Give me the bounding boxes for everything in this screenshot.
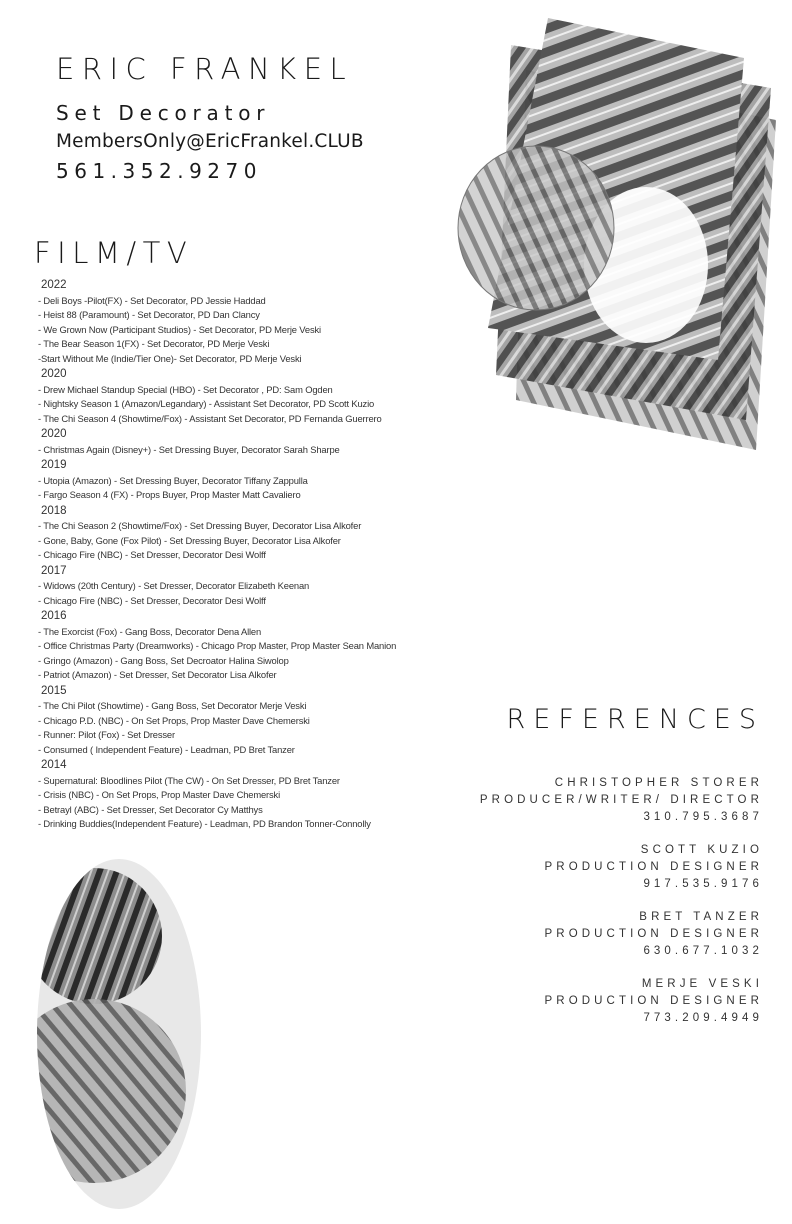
reference-entry bbox=[480, 976, 763, 1027]
credit-entry: - Supernatural: Bloodlines Pilot (The CW) - On Set Dresser, PD Bret Tanzer bbox=[38, 774, 340, 786]
credit-entry: - Heist 88 (Paramount) - Set Decorator, PD Dan Clancy bbox=[38, 309, 260, 320]
reference-name: MERJE VESKI bbox=[641, 978, 763, 990]
credit-entry: - Drew Michael Standup Special (HBO) - Set Decorator , PD: Sam Ogden bbox=[38, 383, 333, 395]
job-title: Set Decorator bbox=[56, 101, 271, 125]
references-heading: REFERENCES bbox=[506, 704, 764, 735]
filmtv-heading: FILM/TV bbox=[34, 236, 194, 270]
credit-year: 2020 bbox=[41, 368, 67, 380]
reference-name: CHRISTOPHER STORER bbox=[554, 777, 763, 789]
credit-entry: - Runner: Pilot (Fox) - Set Dresser bbox=[38, 729, 175, 740]
credit-entry: - The Bear Season 1(FX) - Set Decorator, PD Merje Veski bbox=[38, 338, 270, 349]
credit-entry: - Patriot (Amazon) - Set Dresser, Set Decorator Lisa Alkofer bbox=[38, 669, 277, 680]
credit-entry: - Crisis (NBC) - On Set Props, Prop Master Dave Chemerski bbox=[38, 789, 281, 800]
reference-entry bbox=[480, 842, 763, 893]
credit-entry: - Utopia (Amazon) - Set Dressing Buyer, Decorator Tiffany Zappulla bbox=[38, 474, 308, 486]
reference-entry bbox=[480, 775, 763, 826]
credit-entry: - Betrayl (ABC) - Set Dresser, Set Decorator Cy Matthys bbox=[38, 803, 263, 815]
credit-entry: - Nightsky Season 1 (Amazon/Legandary) - Assistant Set Decorator, PD Scott Kuzio bbox=[38, 398, 375, 409]
credit-entry: - The Chi Pilot (Showtime) - Gang Boss, Set Decorator Merje Veski bbox=[38, 700, 307, 711]
abstract-collage-art bbox=[456, 10, 792, 450]
reference-phone: 917.535.9176 bbox=[643, 878, 763, 890]
credit-year: 2015 bbox=[41, 684, 67, 697]
credit-entry: - Chicago P.D. (NBC) - On Set Props, Prop Master Dave Chemerski bbox=[38, 714, 310, 726]
email-text: MembersOnly@EricFrankel.CLUB bbox=[56, 131, 364, 152]
credit-entry: - Chicago Fire (NBC) - Set Dresser, Decorator Desi Wolff bbox=[38, 594, 266, 606]
credit-year: 2017 bbox=[41, 564, 67, 577]
reference-phone: 630.677.1032 bbox=[643, 945, 763, 957]
credit-year: 2019 bbox=[41, 459, 67, 471]
reference-role: PRODUCTION DESIGNER bbox=[544, 928, 763, 940]
resume-name: ERIC FRANKEL bbox=[56, 52, 354, 86]
credit-entry: - Consumed ( Independent Feature) - Leadman, PD Bret Tanzer bbox=[38, 743, 295, 755]
credit-entry: -Start Without Me (Indie/Tier One)- Set Decorator, PD Merje Veski bbox=[38, 352, 302, 364]
credit-entry: - Office Christmas Party (Dreamworks) - Chicago Prop Master, Prop Master Sean Manion bbox=[38, 640, 397, 651]
credit-entry: - Fargo Season 4 (FX) - Props Buyer, Prop Master Matt Cavaliero bbox=[38, 489, 301, 500]
credit-entry: - Gringo (Amazon) - Gang Boss, Set Decroator Halina Siwolop bbox=[38, 654, 289, 666]
credit-year: 2022 bbox=[41, 279, 67, 291]
credit-entry: - Deli Boys -Pilot(FX) - Set Decorator, PD Jessie Haddad bbox=[38, 294, 266, 306]
reference-role: PRODUCTION DESIGNER bbox=[544, 995, 763, 1007]
credit-year: 2018 bbox=[41, 504, 67, 517]
credit-entry: - Drinking Buddies(Independent Feature) - Leadman, PD Brandon Tonner-Connolly bbox=[38, 818, 371, 829]
reference-phone: 310.795.3687 bbox=[643, 811, 763, 823]
reference-role: PRODUCTION DESIGNER bbox=[544, 861, 763, 873]
abstract-oval-art bbox=[34, 856, 204, 1212]
reference-role: PRODUCER/WRITER/ DIRECTOR bbox=[479, 794, 763, 806]
credit-entry: - The Chi Season 2 (Showtime/Fox) - Set Dressing Buyer, Decorator Lisa Alkofer bbox=[38, 520, 362, 531]
phone-text: 561.352.9270 bbox=[56, 159, 262, 183]
credit-entry: - Gone, Baby, Gone (Fox Pilot) - Set Dressing Buyer, Decorator Lisa Alkofer bbox=[38, 534, 341, 546]
credit-year: 2020 bbox=[41, 428, 67, 440]
credit-year: 2014 bbox=[41, 759, 67, 771]
reference-phone: 773.209.4949 bbox=[643, 1012, 763, 1024]
contact-block bbox=[56, 100, 364, 185]
credit-entry: - Widows (20th Century) - Set Dresser, Decorator Elizabeth Keenan bbox=[38, 580, 310, 591]
reference-entry bbox=[480, 909, 763, 960]
reference-name: SCOTT KUZIO bbox=[640, 844, 763, 856]
credit-entry: - We Grown Now (Participant Studios) - Set Decorator, PD Merje Veski bbox=[38, 323, 321, 335]
credit-entry: - Chicago Fire (NBC) - Set Dresser, Decorator Desi Wolff bbox=[38, 549, 266, 560]
credit-entry: - Christmas Again (Disney+) - Set Dressing Buyer, Decorator Sarah Sharpe bbox=[38, 443, 340, 455]
credit-entry: - The Chi Season 4 (Showtime/Fox) - Assistant Set Decorator, PD Fernanda Guerrero bbox=[38, 412, 382, 424]
credits-list bbox=[38, 278, 478, 832]
references-list bbox=[480, 775, 763, 1043]
credit-entry: - The Exorcist (Fox) - Gang Boss, Decorator Dena Allen bbox=[38, 625, 262, 637]
credit-year: 2016 bbox=[41, 610, 67, 622]
reference-name: BRET TANZER bbox=[639, 911, 763, 923]
